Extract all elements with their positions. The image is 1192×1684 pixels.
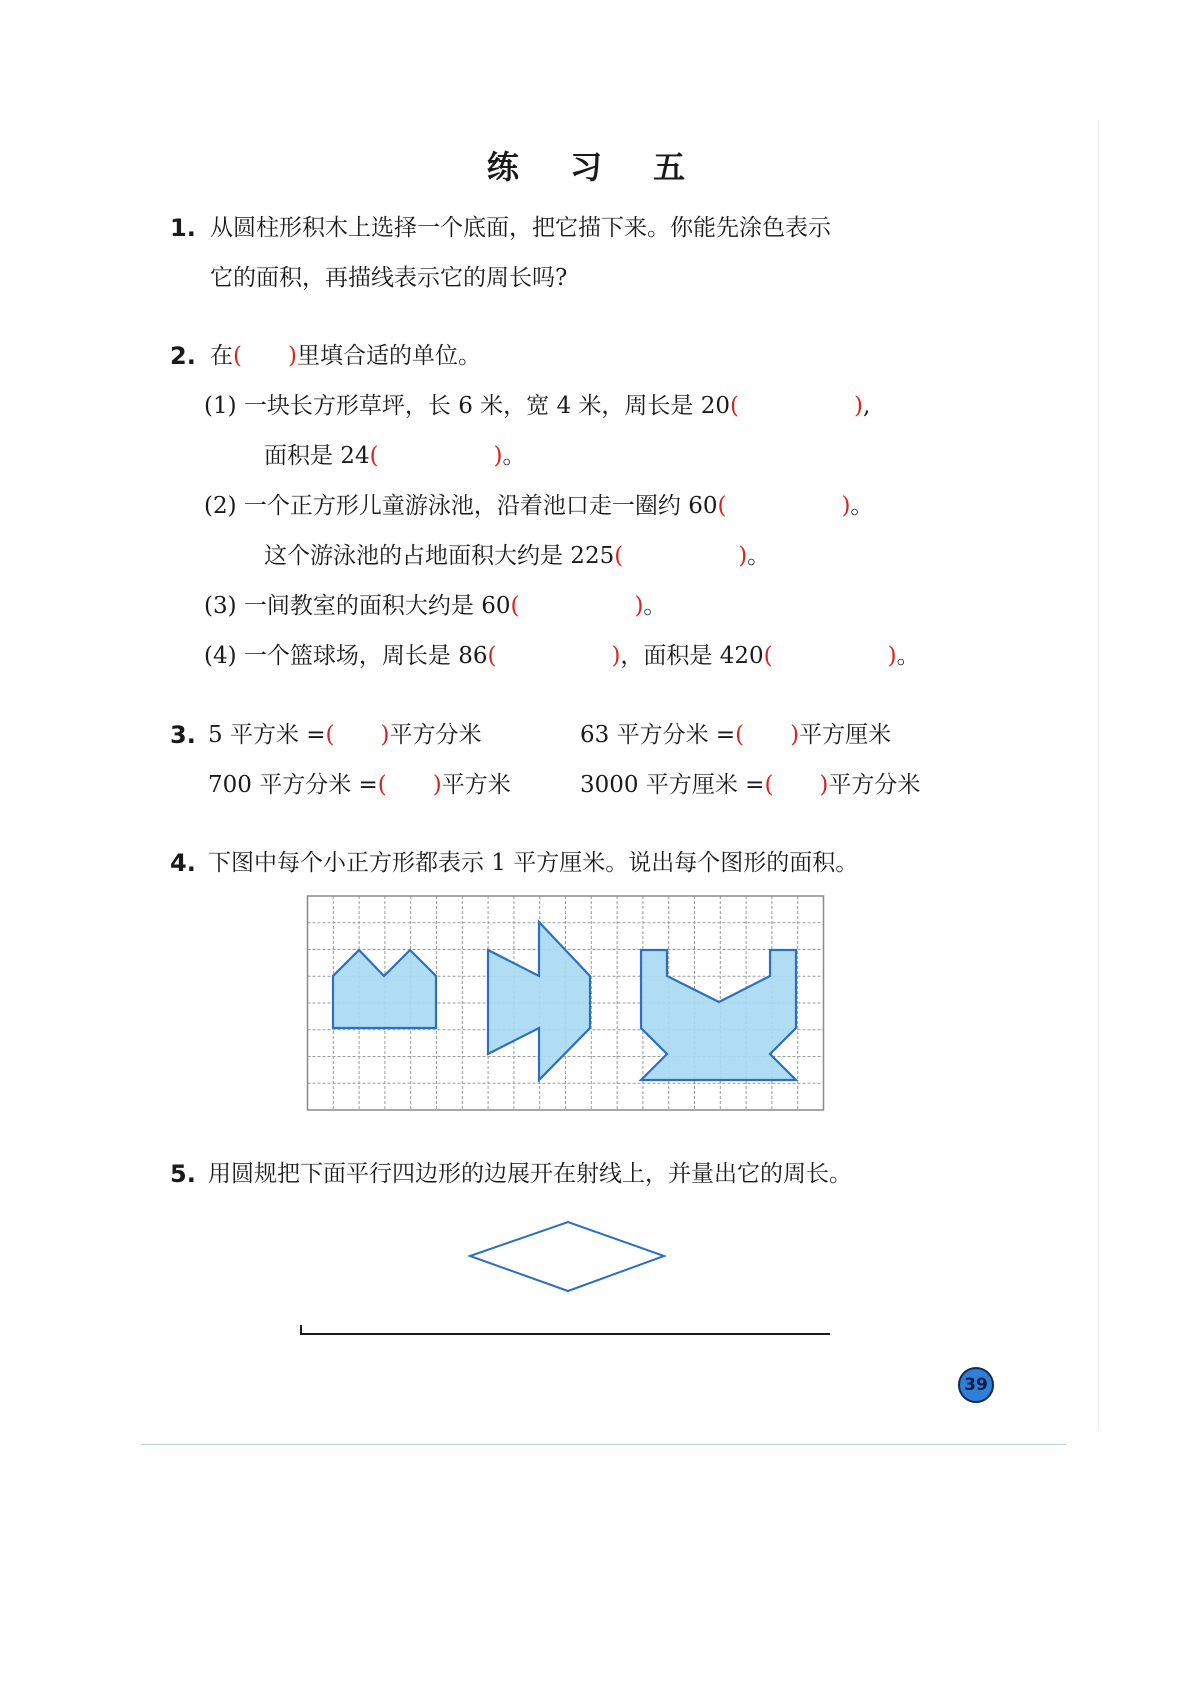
q3-b-blank[interactable]: ( ) <box>735 722 800 748</box>
q2-item2-line2 <box>264 541 770 571</box>
q3-item-c <box>208 770 511 800</box>
q2-item4-end: 。 <box>896 643 920 669</box>
q2-item3-text: (3) 一间教室的面积大约是 60 <box>204 593 511 619</box>
q3-item-b <box>580 720 891 750</box>
area-grid-figure <box>306 895 826 1113</box>
q3-d-blank[interactable]: ( ) <box>764 772 829 798</box>
q2-intro-text: 在 <box>210 343 233 369</box>
q3-item-d <box>580 770 920 800</box>
q2-item2-text: (2) 一个正方形儿童游泳池，沿着池口走一圈约 60 <box>204 493 718 519</box>
q2-item3-blank[interactable]: ( ) <box>510 593 644 619</box>
q2-item1-blank1[interactable]: ( ) <box>729 393 863 419</box>
q2-item1-blank2[interactable]: ( ) <box>369 443 503 469</box>
q2-intro <box>210 341 481 371</box>
q3-c-text: 700 平方分米 = <box>208 772 378 798</box>
q2-item1-text-2: 面积是 24 <box>264 443 370 469</box>
q2-item2-end2: 。 <box>747 543 771 569</box>
q2-intro-blank[interactable]: ( ) <box>233 343 297 369</box>
q2-item2-end1: 。 <box>850 493 874 519</box>
q3-a-blank[interactable]: ( ) <box>325 722 390 748</box>
q3-number: 3. <box>170 721 196 749</box>
q3-item-a <box>208 720 481 750</box>
q2-item1-text: (1) 一块长方形草坪，长 6 米，宽 4 米，周长是 20 <box>204 393 730 419</box>
parallelogram <box>470 1222 664 1291</box>
q2-item1-line2 <box>264 441 526 471</box>
q1-line1: 从圆柱形积木上选择一个底面，把它描下来。你能先涂色表示 <box>210 215 831 241</box>
q2-item4-blank1[interactable]: ( ) <box>487 643 621 669</box>
q2-item4-blank2[interactable]: ( ) <box>763 643 897 669</box>
q2-item2-line1 <box>204 491 873 521</box>
q2-item4-text: (4) 一个篮球场，周长是 86 <box>204 643 488 669</box>
q2-item2-blank2[interactable]: ( ) <box>614 543 748 569</box>
footer-line <box>141 1444 1066 1445</box>
q5-number: 5. <box>170 1160 196 1188</box>
q3-c-unit: 平方米 <box>441 772 511 798</box>
q2-item2-text-2: 这个游泳池的占地面积大约是 225 <box>264 543 615 569</box>
q2-item1-comma: , <box>862 393 871 419</box>
q2-intro-text-2: 里填合适的单位。 <box>296 343 481 369</box>
ray-line <box>300 1333 830 1335</box>
q1-line2: 它的面积，再描线表示它的周长吗? <box>210 265 568 291</box>
q4-text: 下图中每个小正方形都表示 1 平方厘米。说出每个图形的面积。 <box>208 850 859 876</box>
q3-d-text: 3000 平方厘米 = <box>580 772 765 798</box>
q2-number: 2. <box>170 342 196 370</box>
q5-text: 用圆规把下面平行四边形的边展开在射线上，并量出它的周长。 <box>208 1161 852 1187</box>
q2-item3 <box>204 591 666 621</box>
page-title: 练 习 五 <box>486 148 706 186</box>
q2-item4-text-2: ，面积是 420 <box>620 643 764 669</box>
q2-item2-blank1[interactable]: ( ) <box>717 493 851 519</box>
q3-c-blank[interactable]: ( ) <box>377 772 442 798</box>
q2-item1-end: 。 <box>502 443 526 469</box>
q1-number: 1. <box>170 214 196 242</box>
q2-item4 <box>204 641 920 671</box>
page-edge <box>1098 120 1099 1430</box>
parallelogram-figure <box>460 1218 670 1294</box>
q3-b-text: 63 平方分米 = <box>580 722 736 748</box>
q3-a-unit: 平方分米 <box>389 722 482 748</box>
q3-b-unit: 平方厘米 <box>799 722 892 748</box>
shape-boat <box>641 950 796 1080</box>
q2-item1-line1 <box>204 391 870 421</box>
q2-item3-end: 。 <box>643 593 667 619</box>
q3-d-unit: 平方分米 <box>828 772 921 798</box>
page-number-badge: 39 <box>958 1367 994 1403</box>
ray-start-tick <box>300 1325 302 1335</box>
q4-number: 4. <box>170 849 196 877</box>
q3-a-text: 5 平方米 = <box>208 722 326 748</box>
